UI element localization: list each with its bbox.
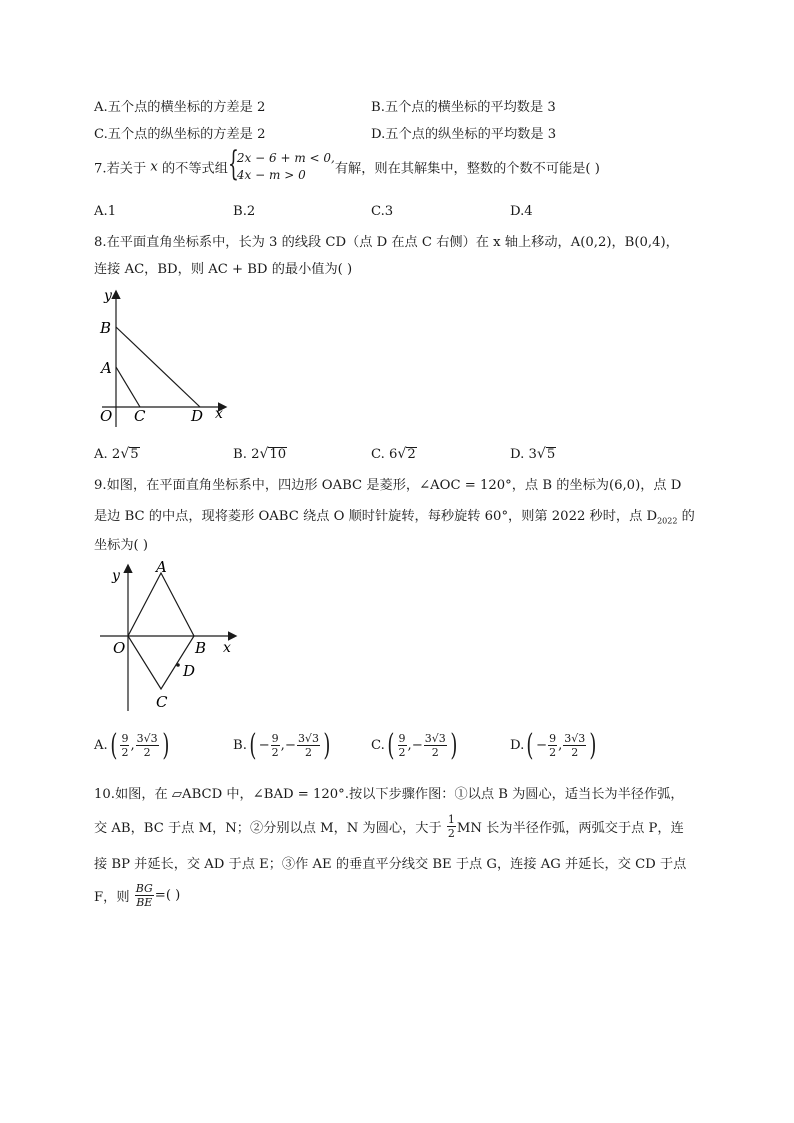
option-letter: C. bbox=[371, 738, 385, 753]
q9-option-c: C.( $\frac{9}{2}$ ,− $\frac{3√3}{2}$ ) bbox=[371, 728, 458, 763]
q9-figure bbox=[95, 556, 245, 716]
radical-sign-icon: √ bbox=[259, 446, 269, 462]
coefficient: 3 bbox=[528, 447, 537, 462]
label-c: C bbox=[156, 693, 168, 711]
label-b: B bbox=[100, 319, 112, 337]
denominator-2: 2 bbox=[143, 746, 151, 759]
denominator-1: 2 bbox=[398, 746, 406, 759]
q7-inequality-system bbox=[227, 144, 335, 184]
right-paren-icon: ) bbox=[323, 728, 331, 763]
q9-stem-line1: 9.如图，在平面直角坐标系中，四边形 OABC 是菱形，∠AOC = 120°，点 B 的坐标为(6,0)，点 D bbox=[94, 478, 682, 493]
q9-stem-line2 bbox=[94, 505, 695, 526]
q7-mid: 的不等式组 bbox=[157, 161, 228, 177]
left-paren-icon: ( bbox=[249, 728, 257, 763]
option-letter: C. bbox=[371, 447, 390, 462]
option-letter: B. bbox=[233, 738, 247, 753]
q6-option-c: C.五个点的纵坐标的方差是 2 bbox=[94, 127, 266, 142]
denominator-2: 2 bbox=[571, 746, 579, 759]
q10-stem-line1: 10.如图，在 ▱ABCD 中，∠BAD = 120°.按以下步骤作图：①以点 B 为圆心，适当长为半径作弧， bbox=[94, 787, 684, 802]
q10-line4-end: =( ) bbox=[154, 888, 181, 903]
numerator-1: 9 bbox=[121, 732, 129, 745]
coefficient: 2 bbox=[251, 447, 260, 462]
q10-stem-line2 bbox=[94, 814, 684, 839]
label-x: x bbox=[223, 640, 231, 656]
left-paren-icon: ( bbox=[526, 728, 534, 763]
option-letter: A. bbox=[94, 447, 112, 462]
option-letter: D. bbox=[510, 738, 525, 753]
left-paren-icon: ( bbox=[387, 728, 395, 763]
q10-line2-end: MN 长为半径作弧，两弧交于点 P，连 bbox=[456, 821, 684, 836]
numerator-1: 9 bbox=[398, 732, 406, 745]
q9-option-d: D.( − $\frac{9}{2}$ , $\frac{3√3}{2}$ ) bbox=[510, 728, 597, 763]
denominator-1: 2 bbox=[549, 746, 557, 759]
q10-line2-text: 交 AB，BC 于点 M，N；②分别以点 M，N 为圆心，大于 bbox=[94, 821, 446, 836]
q7-prefix: 7.若关于 bbox=[94, 161, 151, 177]
q9-option-a: A.( $\frac{9}{2}$ , $\frac{3√3}{2}$ ) bbox=[94, 728, 170, 763]
radical-sign-icon: √ bbox=[120, 446, 130, 462]
q6-option-d: D.五个点的纵坐标的平均数是 3 bbox=[371, 127, 557, 142]
radical-sign-icon: √ bbox=[397, 446, 407, 462]
right-paren-icon: ) bbox=[162, 728, 170, 763]
q7-stem bbox=[94, 144, 600, 184]
half-denominator: 2 bbox=[447, 827, 455, 840]
numerator-2: 3√3 bbox=[297, 732, 319, 745]
brace-icon: { bbox=[227, 144, 239, 184]
half-numerator: 1 bbox=[447, 813, 455, 826]
sign-1: − bbox=[536, 738, 548, 753]
q8-stem-line1: 8.在平面直角坐标系中，长为 3 的线段 CD（点 D 在点 C 右侧）在 x 轴上移动，A(0,2)，B(0,4)， bbox=[94, 235, 679, 250]
numerator-1: 9 bbox=[271, 732, 279, 745]
segment-bd bbox=[116, 327, 200, 407]
q8-option-d bbox=[510, 446, 556, 463]
ratio-denominator: BE bbox=[136, 896, 153, 909]
numerator-1: 9 bbox=[549, 732, 557, 745]
label-c: C bbox=[134, 407, 146, 425]
label-y: y bbox=[104, 288, 112, 304]
q8-figure bbox=[90, 282, 240, 432]
label-o: O bbox=[100, 407, 113, 425]
q6-option-b: B.五个点的横坐标的平均数是 3 bbox=[371, 100, 556, 115]
label-d: D bbox=[183, 662, 196, 680]
point-d bbox=[176, 663, 180, 667]
q8-option-c bbox=[371, 446, 417, 463]
q9-line2-end: 的 bbox=[677, 509, 695, 524]
q9-option-b: B.( − $\frac{9}{2}$ ,− $\frac{3√3}{2}$ ) bbox=[233, 728, 331, 763]
label-o: O bbox=[113, 639, 126, 657]
sign-2: − bbox=[284, 738, 296, 753]
q6-option-a: A.五个点的横坐标的方差是 2 bbox=[94, 100, 266, 115]
option-letter: D. bbox=[510, 447, 529, 462]
q7-option-a: A.1 bbox=[94, 204, 117, 219]
q10-stem-line4 bbox=[94, 883, 180, 908]
q7-ineq-2: 4x − m > 0 bbox=[236, 168, 306, 182]
denominator-1: 2 bbox=[121, 746, 129, 759]
q10-line4-text: F，则 bbox=[94, 890, 134, 905]
option-letter: A. bbox=[94, 738, 108, 753]
numerator-2: 3√3 bbox=[424, 732, 446, 745]
numerator-2: 3√3 bbox=[136, 732, 158, 745]
label-y: y bbox=[112, 568, 120, 584]
q7-suffix: 有解，则在其解集中，整数的个数不可能是( ) bbox=[334, 161, 600, 177]
coefficient: 2 bbox=[111, 447, 121, 462]
sign-1: − bbox=[258, 738, 270, 753]
denominator-2: 2 bbox=[304, 746, 312, 759]
q10-stem-line3: 接 BP 并延长，交 AD 于点 E；③作 AE 的垂直平分线交 BE 于点 G，连接 AG 并延长，交 CD 于点 bbox=[94, 857, 687, 872]
radicand: 5 bbox=[546, 447, 556, 462]
label-d: D bbox=[191, 407, 204, 425]
q9-subscript: 2022 bbox=[657, 516, 678, 526]
right-paren-icon: ) bbox=[589, 728, 597, 763]
coefficient: 6 bbox=[389, 447, 398, 462]
label-a: A bbox=[101, 359, 112, 377]
q8-option-a bbox=[94, 446, 140, 463]
label-a: A bbox=[156, 558, 167, 576]
q7-option-b: B.2 bbox=[233, 204, 256, 219]
radicand: 10 bbox=[269, 447, 287, 462]
q8-stem-line2: 连接 AC，BD，则 AC + BD 的最小值为( ) bbox=[94, 262, 353, 277]
q7-option-d: D.4 bbox=[510, 204, 533, 219]
radicand: 5 bbox=[130, 447, 139, 462]
segment-ac bbox=[116, 367, 140, 407]
sign-2: − bbox=[411, 738, 423, 753]
denominator-2: 2 bbox=[431, 746, 439, 759]
q7-var: x bbox=[150, 159, 158, 175]
q7-ineq-1: 2x − 6 + m < 0, bbox=[236, 151, 335, 165]
q8-option-b bbox=[233, 446, 287, 463]
q7-option-c: C.3 bbox=[371, 204, 394, 219]
denominator-1: 2 bbox=[271, 746, 279, 759]
label-x: x bbox=[215, 406, 223, 422]
left-paren-icon: ( bbox=[110, 728, 118, 763]
right-paren-icon: ) bbox=[450, 728, 458, 763]
label-b: B bbox=[195, 639, 207, 657]
q9-line2-text: 是边 BC 的中点，现将菱形 OABC 绕点 O 顺时针旋转，每秒旋转 60°，则第 2022 秒时，点 D bbox=[94, 509, 658, 524]
numerator-2: 3√3 bbox=[564, 732, 586, 745]
q9-stem-line3: 坐标为( ) bbox=[94, 538, 149, 553]
option-letter: B. bbox=[233, 447, 252, 462]
radicand: 2 bbox=[407, 447, 416, 462]
radical-sign-icon: √ bbox=[536, 446, 546, 462]
ratio-numerator: BG bbox=[135, 882, 153, 895]
